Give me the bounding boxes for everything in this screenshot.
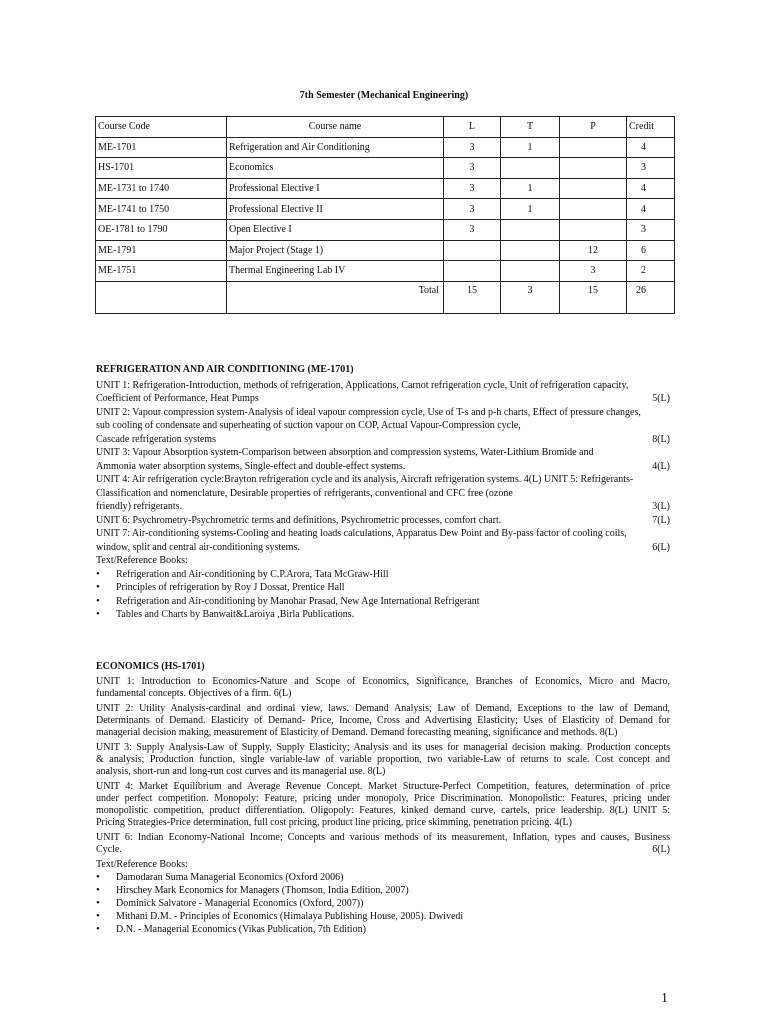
refrigeration-books-list (96, 568, 670, 622)
unit-text: sub cooling of condensate and superheating of suction vapour on COP, Actual Vapour-Compression cycle, (96, 420, 521, 431)
book-title: Refrigeration and Air-conditioning by C.P.Arora, Tata McGraw-Hill (116, 568, 389, 580)
book-item (96, 608, 670, 622)
unit-line (96, 514, 670, 528)
table-cell: HS-1701 (96, 158, 227, 179)
unit-line: monopolistic competition, product differentiation. Oligopoly: Features, kinked demand curve, cartels, price leadership. 8(L) UNIT 5: (96, 805, 670, 816)
bullet-icon: • (96, 871, 100, 883)
table-row (96, 240, 675, 261)
total-l: 15 (444, 281, 501, 313)
refrigeration-heading: REFRIGERATION AND AIR CONDITIONING (ME-1701) (96, 364, 354, 375)
bullet-icon: • (96, 897, 100, 909)
table-row (96, 261, 675, 282)
unit-text: Ammonia water absorption systems, Single-effect and double-effect systems. (96, 460, 406, 472)
economics-books-heading: Text/Reference Books: (96, 859, 188, 870)
unit-line (96, 766, 670, 778)
unit-text: Cycle. (96, 844, 122, 855)
refrigeration-units (96, 379, 670, 555)
table-total-row (96, 281, 675, 313)
table-cell (560, 137, 627, 158)
table-cell: 3 (444, 137, 501, 158)
table-row (96, 158, 675, 179)
table-cell: 1 (501, 137, 560, 158)
book-item (96, 871, 670, 884)
unit-line (96, 727, 670, 739)
bullet-icon: • (96, 567, 100, 580)
book-title: Principles of refrigeration by Roy J Dossat, Prentice Hall (116, 582, 345, 593)
column-header: L (444, 117, 501, 138)
unit-paragraph (96, 703, 670, 739)
economics-heading: ECONOMICS (HS-1701) (96, 661, 205, 672)
column-header: Course Code (96, 117, 227, 138)
table-cell: Professional Elective II (227, 199, 444, 220)
table-header-row (96, 117, 675, 138)
unit-line: Determinants of Demand. Elasticity of Demand- Price, Income, Cross and Advertising Elasticity; Uses of Elasticity of Demand for (96, 715, 670, 726)
table-cell: Open Elective I (227, 219, 444, 240)
unit-line (96, 487, 670, 501)
unit-line: under perfect competition. Monopoly: Feature, pricing under monopoly, Price Discrimination. Monopolistic: Features, pricing under (96, 793, 670, 804)
unit-text: UNIT 4: Air refrigeration cycle:Brayton refrigeration cycle and its analysis, Aircraft refrigeration systems. 4(L) UNIT 5: Refrigerants- (96, 474, 634, 485)
lecture-hours: 4(L) (652, 460, 670, 472)
book-title: Hirschey Mark Economics for Managers (Thomson, India Edition, 2007) (116, 885, 409, 896)
unit-text: friendly) refrigerants. (96, 501, 183, 512)
unit-line: UNIT 3: Supply Analysis-Law of Supply, Supply Elasticity; Analysis and its uses for managerial decision making. Production concepts (96, 742, 670, 753)
bullet-icon: • (96, 594, 100, 607)
unit-text: analysis, short-run and long-run cost curves and its managerial use. 8(L) (96, 766, 386, 777)
book-item (96, 923, 670, 936)
unit-text: UNIT 6: Psychrometry-Psychrometric terms and definitions, Psychrometric processes, comfort chart. (96, 514, 502, 526)
unit-line (96, 392, 670, 406)
lecture-hours: 3(L) (652, 501, 670, 512)
economics-books-list (96, 871, 670, 936)
table-cell: 3 (444, 219, 501, 240)
table-cell: 2 (627, 261, 675, 282)
table-row (96, 137, 675, 158)
table-cell (501, 219, 560, 240)
table-row (96, 199, 675, 220)
unit-paragraph (96, 676, 670, 700)
lecture-hours: 5(L) (652, 393, 670, 404)
table-cell: Professional Elective I (227, 178, 444, 199)
bullet-icon: • (96, 608, 100, 620)
lecture-hours: 6(L) (652, 844, 670, 855)
column-header: Course name (227, 117, 444, 138)
unit-line (96, 500, 670, 514)
table-cell: 1 (501, 178, 560, 199)
table-cell: ME-1791 (96, 240, 227, 261)
table-cell: 3 (627, 219, 675, 240)
unit-text: Classification and nomenclature, Desirable properties of refrigerants, conventional and CFC free (ozone (96, 487, 513, 499)
economics-units (96, 676, 670, 856)
table-cell (560, 219, 627, 240)
table-cell: Refrigeration and Air Conditioning (227, 137, 444, 158)
table-cell (444, 261, 501, 282)
table-cell (501, 261, 560, 282)
table-cell: 1 (501, 199, 560, 220)
unit-line: UNIT 4: Market Equilibrium and Average Revenue Concept. Market Structure-Perfect Competition, features, determination of price (96, 781, 670, 792)
unit-line (96, 419, 670, 433)
total-p: 15 (560, 281, 627, 313)
unit-text: UNIT 2: Vapour compression system-Analysis of ideal vapour compression cycle, Use of T-s and p-h charts, Effect of pressure changes, (96, 406, 641, 418)
table-cell: 3 (444, 178, 501, 199)
book-title: Damodaran Suma Managerial Economics (Oxford 2006) (116, 872, 344, 883)
total-label: Total (227, 281, 444, 313)
unit-line (96, 541, 670, 555)
unit-line (96, 406, 670, 420)
unit-line: UNIT 2: Utility Analysis-cardinal and ordinal view, laws. Demand Analysis; Law of Demand, Exceptions to the law of Demand, (96, 703, 670, 714)
economics-section (96, 661, 670, 936)
book-title: Mithani D.M. - Principles of Economics (Himalaya Publishing House, 2005). Dwivedi (116, 911, 464, 922)
unit-line: UNIT 6: Indian Economy-National Income; Concepts and various methods of its measurement, Inflation, types and causes, Business (96, 832, 670, 843)
unit-line (96, 473, 670, 487)
table-row (96, 178, 675, 199)
table-row (96, 219, 675, 240)
table-cell: Thermal Engineering Lab IV (227, 261, 444, 282)
lecture-hours: 7(L) (652, 514, 670, 526)
column-header: Credit (627, 117, 675, 138)
refrigeration-section (96, 363, 670, 622)
unit-line (96, 379, 670, 393)
table-cell (501, 240, 560, 261)
table-cell (444, 240, 501, 261)
table-cell (501, 158, 560, 179)
book-item (96, 884, 670, 897)
table-cell: 4 (627, 199, 675, 220)
page-number: 1 (661, 991, 668, 1006)
bullet-icon: • (96, 581, 100, 593)
column-header: P (560, 117, 627, 138)
unit-line: UNIT 1: Introduction to Economics-Nature and Scope of Economics, Significance, Branches of Economics, Micro and Macro, (96, 676, 670, 687)
unit-text: managerial decision making, measurement of Elasticity of Demand. Demand forecasting meaning, significance and methods. 8(L) (96, 727, 618, 738)
table-cell: 6 (627, 240, 675, 261)
lecture-hours: 6(L) (652, 541, 670, 553)
bullet-icon: • (96, 910, 100, 922)
unit-line (96, 688, 670, 700)
unit-text: fundamental concepts. Objectives of a firm. 6(L) (96, 688, 292, 699)
table-cell (560, 158, 627, 179)
unit-paragraph (96, 742, 670, 778)
unit-line (96, 844, 670, 856)
table-cell (560, 199, 627, 220)
table-cell: 3 (627, 158, 675, 179)
table-cell: ME-1741 to 1750 (96, 199, 227, 220)
book-item (96, 910, 670, 923)
table-cell (96, 281, 227, 313)
refrigeration-books-heading: Text/Reference Books: (96, 555, 188, 566)
unit-paragraph (96, 781, 670, 829)
bullet-icon: • (96, 923, 100, 935)
bullet-icon: • (96, 884, 100, 896)
unit-text: UNIT 3: Vapour Absorption system-Comparison between absorption and compression systems, Water-Lithium Bromide and (96, 447, 594, 458)
unit-text: UNIT 7: Air-conditioning systems-Cooling and heating loads calculations, Apparatus Dew Point and By-pass factor of cooling coils, (96, 528, 627, 539)
unit-line (96, 817, 670, 829)
unit-line (96, 433, 670, 447)
book-item (96, 595, 670, 609)
total-credit: 26 (627, 281, 675, 313)
unit-text: UNIT 1: Refrigeration-Introduction, methods of refrigeration, Applications, Carnot refrigeration cycle, Unit of refrigeration capacity, (96, 379, 629, 391)
lecture-hours: 8(L) (652, 433, 670, 445)
book-title: D.N. - Managerial Economics (Vikas Publication, 7th Edition) (116, 924, 366, 935)
table-cell: ME-1751 (96, 261, 227, 282)
unit-line (96, 527, 670, 541)
table-cell: ME-1731 to 1740 (96, 178, 227, 199)
total-t: 3 (501, 281, 560, 313)
book-title: Tables and Charts by Banwait&Laroiya ,Birla Publications. (116, 609, 355, 620)
table-cell: 3 (444, 199, 501, 220)
unit-text: Cascade refrigeration systems (96, 433, 216, 445)
unit-text: Coefficient of Performance, Heat Pumps (96, 393, 259, 404)
book-item (96, 897, 670, 910)
unit-text: window, split and central air-conditioning systems. (96, 541, 300, 553)
book-title: Dominick Salvatore - Managerial Economics (Oxford, 2007)) (116, 898, 364, 909)
column-header: T (501, 117, 560, 138)
unit-line: & analysis; Production function, single variable-law of variable proportion, two variable-Law of returns to scale. Cost concept and (96, 754, 670, 765)
table-cell: Economics (227, 158, 444, 179)
semester-title: 7th Semester (Mechanical Engineering) (299, 90, 469, 101)
table-cell: Major Project (Stage 1) (227, 240, 444, 261)
unit-line (96, 460, 670, 474)
table-cell: 4 (627, 178, 675, 199)
unit-line (96, 446, 670, 460)
book-item (96, 581, 670, 595)
table-cell: ME-1701 (96, 137, 227, 158)
unit-text: Pricing Strategies-Price determination, full cost pricing, product line pricing, price skimming, penetration pricing. 4(L) (96, 817, 572, 828)
table-cell: 3 (560, 261, 627, 282)
table-cell (560, 178, 627, 199)
table-cell: 12 (560, 240, 627, 261)
table-cell: 3 (444, 158, 501, 179)
book-title: Refrigeration and Air-conditioning by Manohar Prasad, New Age International Refrigerant (116, 595, 480, 607)
unit-paragraph (96, 832, 670, 856)
table-cell: OE-1781 to 1790 (96, 219, 227, 240)
book-item (96, 568, 670, 582)
table-cell: 4 (627, 137, 675, 158)
course-table (95, 116, 675, 314)
